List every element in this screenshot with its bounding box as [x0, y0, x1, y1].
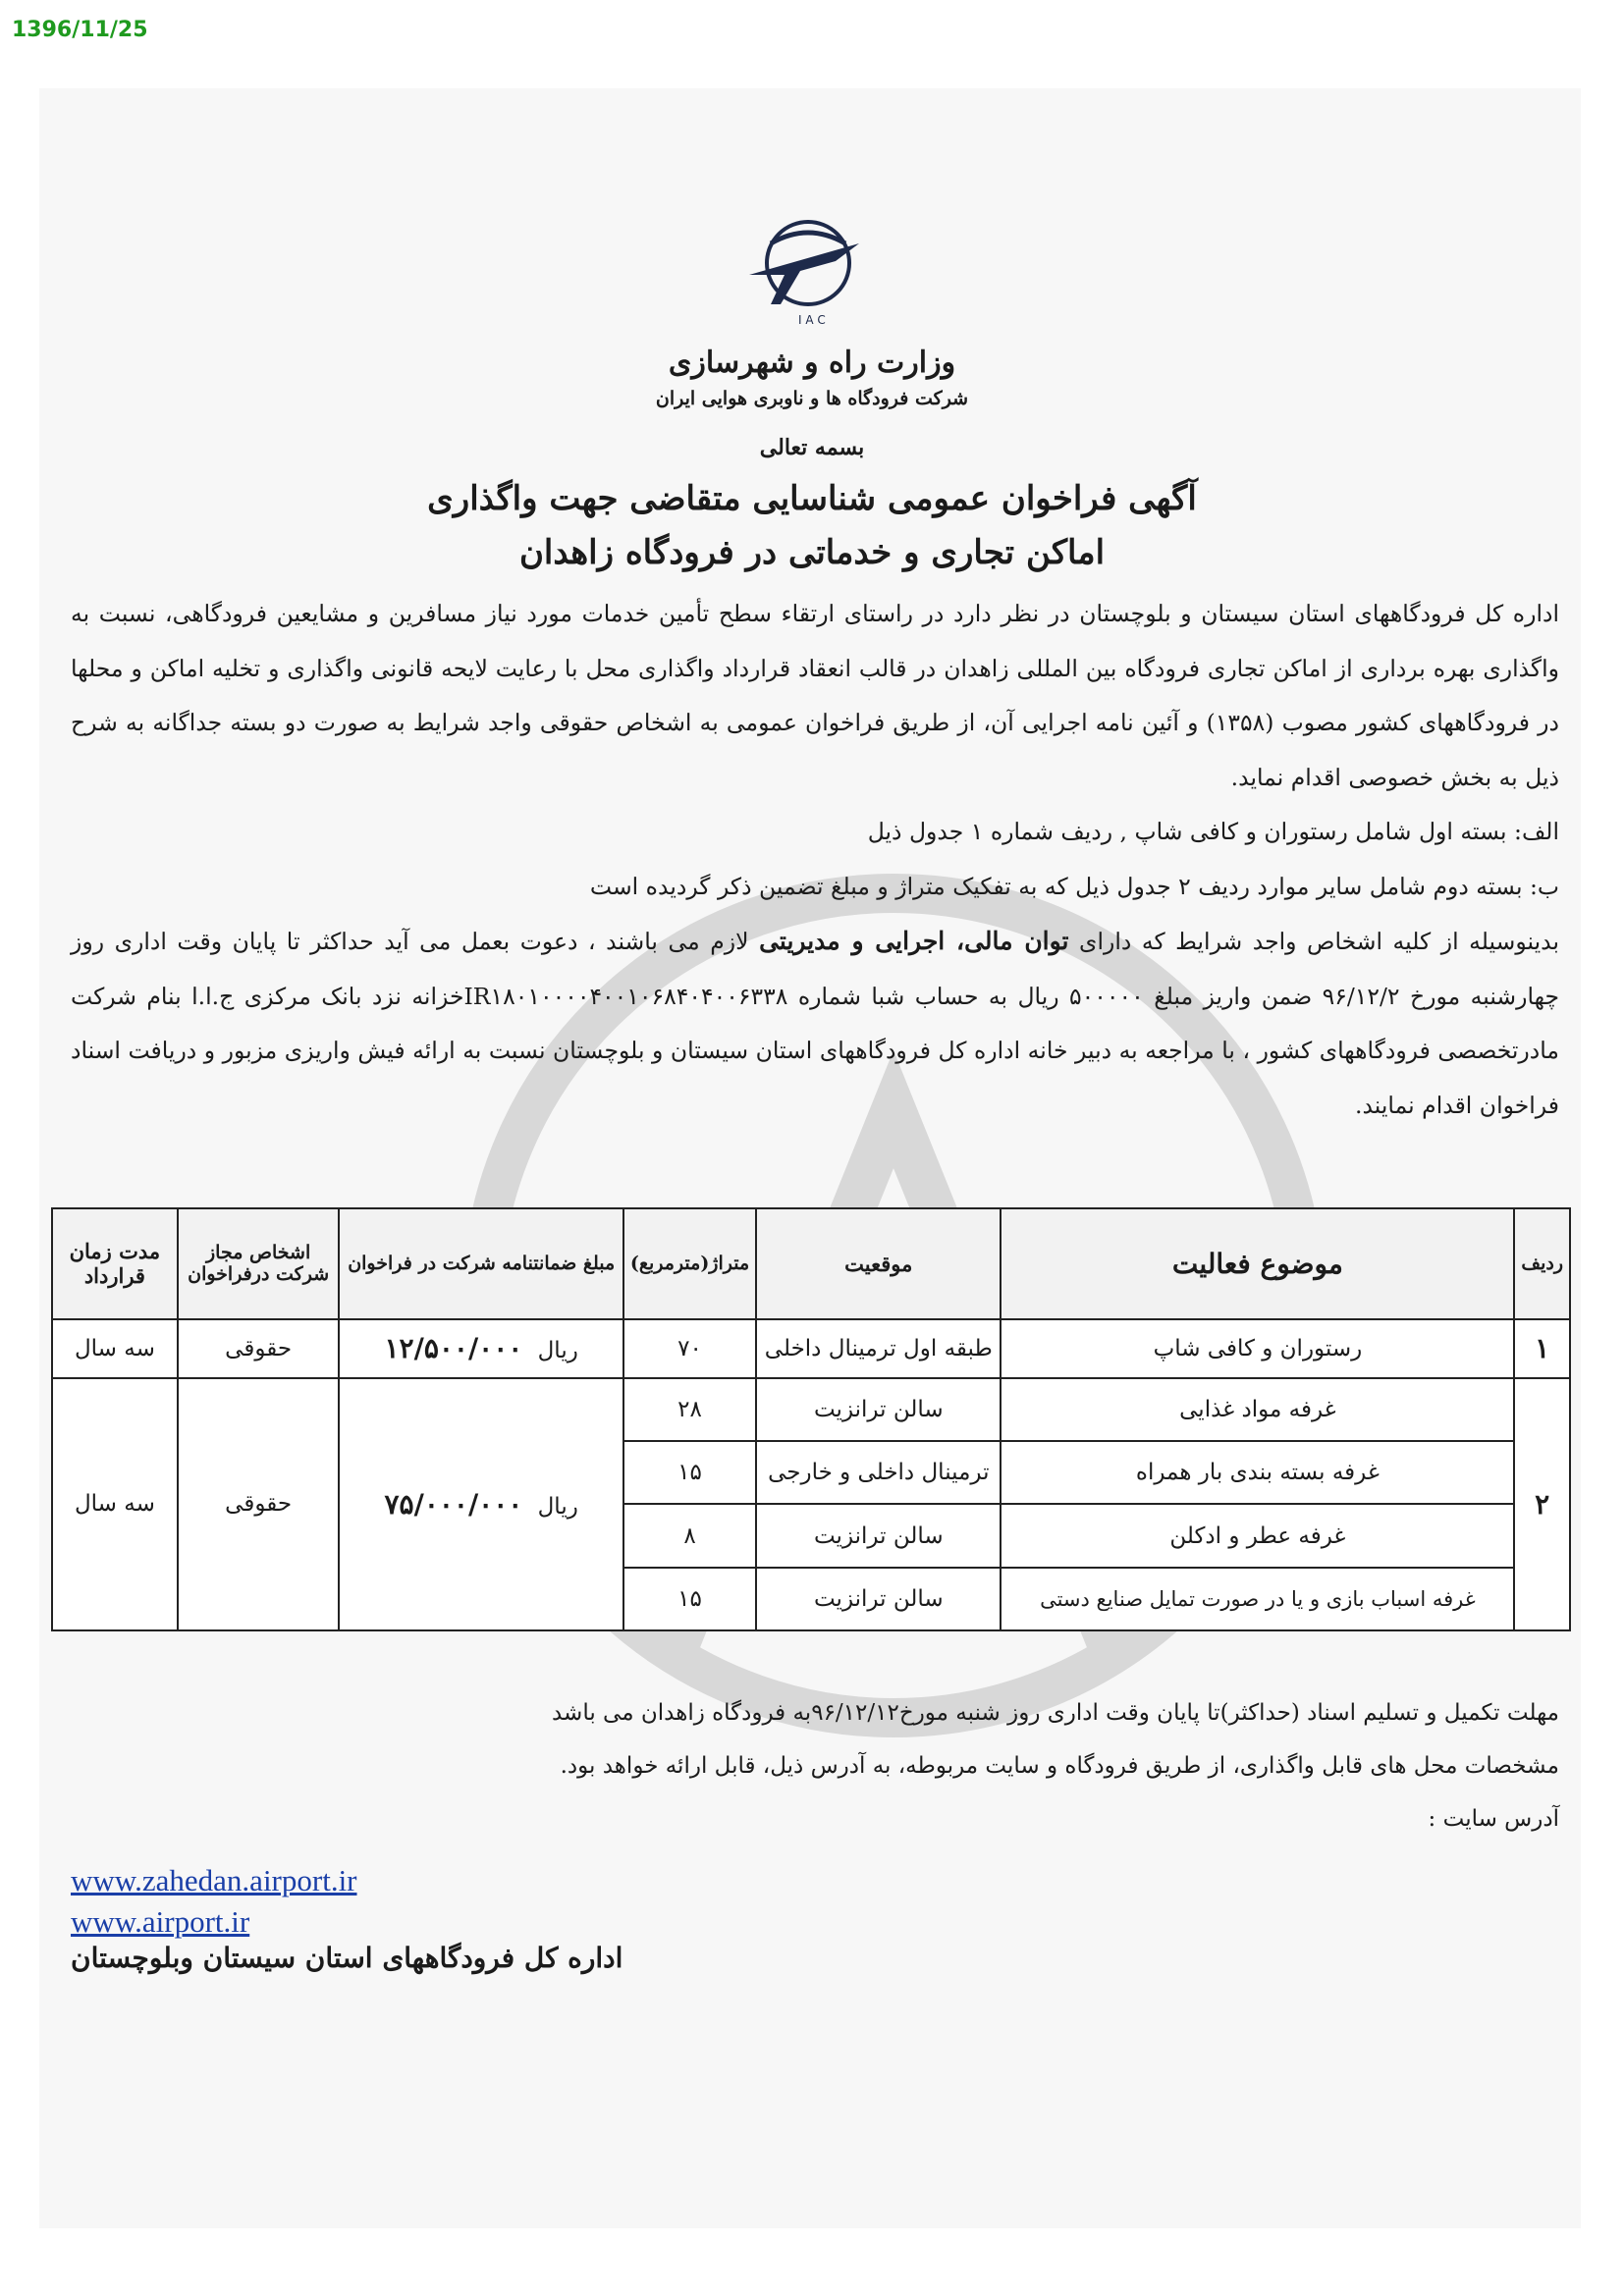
tender-table: [51, 1207, 1571, 1631]
table-header-row: [52, 1208, 1570, 1319]
airport-link[interactable]: www.airport.ir: [71, 1904, 250, 1939]
specs-note: مشخصات محل های قابل واگذاری، از طریق فرودگاه و سایت مربوطه، به آدرس ذیل، قابل ارائه خواهد بود.: [560, 1753, 1559, 1779]
package-a: الف: بسته اول شامل رستوران و کافی شاپ , ردیف شماره ۱ جدول ذیل: [867, 818, 1559, 845]
invitation-paragraph: [71, 914, 1559, 1133]
area-cell: ۷۰: [623, 1319, 756, 1378]
location-cell: طبقه اول ترمینال داخلی: [756, 1319, 1001, 1378]
area-cell: ۸: [623, 1504, 756, 1567]
location-cell: سالن ترانزیت: [756, 1568, 1001, 1630]
basmala: بسمه تعالی: [759, 435, 865, 460]
persons-cell: حقوقی: [178, 1319, 340, 1378]
website-links: [71, 1860, 357, 1943]
activity-cell: غرفه بسته بندی بار همراه: [1001, 1441, 1514, 1504]
activity-cell: غرفه عطر و ادکلن: [1001, 1504, 1514, 1567]
guarantee-cell: [339, 1319, 623, 1378]
duration-cell: سه سال: [52, 1319, 178, 1378]
deadline-note: مهلت تکمیل و تسلیم اسناد (حداکثر)تا پایان وقت اداری روز شنبه مورخ۹۶/۱۲/۱۲به فرودگاه زاهدان می باشد: [551, 1700, 1559, 1726]
ministry-name: وزارت راه و شهرسازی: [668, 346, 956, 380]
announcement-body: [71, 587, 1559, 1133]
iac-wing-logo-icon: [741, 214, 869, 332]
intro-paragraph: اداره کل فرودگاههای استان سیستان و بلوچستان در نظر دارد در راستای ارتقاء سطح تأمین خدمات مورد نیاز مسافرین و مشایعین فرودگاهی، نسبت به واگذاری بهره برداری از اماکن تجاری فرودگاه بین المللی زاهدان در قالب انعقاد قرارداد واگذاری محل با رعایت لایحه قانونی واگذاری و تخلیه اماکن و محلها در فرودگاههای کشور مصوب (۱۳۵۸) و آئین نامه اجرایی آن، از طریق فراخوان عمومی به اشخاص حقوقی واجد شرایط به صورت دو بسته جداگانه به شرح ذیل به بخش خصوصی اقدام نماید.: [71, 600, 1559, 791]
activity-cell: رستوران و کافی شاپ: [1001, 1319, 1514, 1378]
header-area: متراژ(مترمربع): [623, 1208, 756, 1319]
table-row: [52, 1319, 1570, 1378]
guarantee-amount: ۷۵/۰۰۰/۰۰۰: [384, 1487, 523, 1521]
location-cell: سالن ترانزیت: [756, 1504, 1001, 1567]
page-title-line2: اماکن تجاری و خدماتی در فرودگاه زاهدان: [518, 533, 1106, 572]
header-activity: موضوع فعالیت: [1001, 1208, 1514, 1319]
row-number: ۲: [1514, 1378, 1570, 1630]
package-b: ب: بسته دوم شامل سایر موارد ردیف ۲ جدول ذیل که به تفکیک متراژ و مبلغ تضمین ذکر گردیده است: [589, 872, 1559, 900]
invitation-post: لازم می باشند ، دعوت بعمل می آید حداکثر تا پایان وقت اداری روز چهارشنبه مورخ ۹۶/۱۲/۲ ضمن واریز مبلغ ۵۰۰۰۰۰ ریال به حساب شبا شماره IR۱۸۰۱۰۰۰۰۴۰۰۱۰۶۸۴۰۴۰۰۶۳۳۸خزانه نزد بانک مرکزی ج.ا.ا بنام شرکت مادرتخصصی فرودگاههای کشور ، با مراجعه به دبیر خانه اداره کل فرودگاههای استان سیستان و بلوچستان نسبت به ارائه فیش واریزی مزبور و دریافت اسناد فراخوان اقدام نمایند.: [71, 928, 1559, 1119]
header-guarantee: مبلغ ضمانتنامه شرکت در فراخوان: [339, 1208, 623, 1319]
duration-cell: سه سال: [52, 1378, 178, 1630]
footer-notes: [71, 1686, 1559, 1845]
header-location: موقعیت: [756, 1208, 1001, 1319]
location-cell: سالن ترانزیت: [756, 1378, 1001, 1441]
guarantee-unit: ریال: [537, 1493, 578, 1520]
area-cell: ۱۵: [623, 1568, 756, 1630]
activity-cell: غرفه مواد غذایی: [1001, 1378, 1514, 1441]
invitation-bold: توان مالی، اجرایی و مدیریتی: [759, 927, 1069, 955]
location-cell: ترمینال داخلی و خارجی: [756, 1441, 1001, 1504]
zahedan-airport-link[interactable]: www.zahedan.airport.ir: [71, 1863, 357, 1897]
guarantee-cell: [339, 1378, 623, 1630]
area-cell: ۱۵: [623, 1441, 756, 1504]
area-cell: ۲۸: [623, 1378, 756, 1441]
stamp-date: 1396/11/25: [12, 18, 148, 42]
invitation-pre: بدینوسیله از کلیه اشخاص واجد شرایط که دارای: [1079, 928, 1559, 955]
row-number: ۱: [1514, 1319, 1570, 1378]
activity-cell: غرفه اسباب بازی و یا در صورت تمایل صنایع دستی: [1001, 1568, 1514, 1630]
header-duration: مدت زمان قرارداد: [52, 1208, 178, 1319]
company-name: شرکت فرودگاه ها و ناوبری هوایی ایران: [655, 388, 969, 409]
guarantee-amount: ۱۲/۵۰۰/۰۰۰: [384, 1332, 523, 1365]
page-title-line1: آگهی فراخوان عمومی شناسایی متقاضی جهت واگذاری: [427, 479, 1197, 518]
svg-text:I A C: I A C: [798, 313, 826, 327]
persons-cell: حقوقی: [178, 1378, 340, 1630]
guarantee-unit: ریال: [537, 1338, 578, 1364]
header-persons: اشخاص مجاز شرکت درفراخوان: [178, 1208, 340, 1319]
site-label: آدرس سایت :: [1428, 1806, 1559, 1832]
signature: اداره کل فرودگاههای استان سیستان وبلوچستان: [71, 1942, 623, 1974]
header-row-number: ردیف: [1514, 1208, 1570, 1319]
table-row: [52, 1378, 1570, 1441]
